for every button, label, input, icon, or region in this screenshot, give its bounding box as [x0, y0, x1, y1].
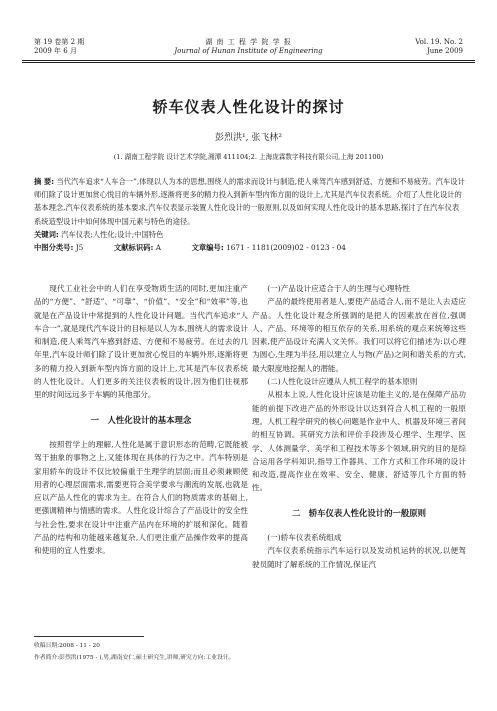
subsection-3-paragraph: 汽车仪表系统指示汽车运行以及发动机运转的状况,以便驾驶员随时了解系统的工作情况,保证汽 [252, 546, 466, 569]
subsection-1-paragraph: 产品的最终使用者是人,要使产品适合人,而不是让人去适应产品。人性化设计观念所强调的是把人的因素放在首位,强调人、产品、环境等的相互依存的关系,用系统的观点来统筹这些因素,使产品设计充满人文关怀。我们可以将它们描述为:以心理为圆心,生理为半径,用以建立人与物(产品)之间和谐关系的方式,最大限度地挖掘人的潜能。 [252, 297, 466, 373]
keywords [34, 229, 466, 241]
subsection-2-heading: (二)人性化设计应遵从人机工程学的基本原则 [267, 377, 418, 387]
journal-cn: 湖 南 工 程 学 院 学 报 [205, 38, 292, 46]
left-column [34, 282, 248, 558]
keywords-text: 汽车仪表;人性化;设计;中国特色 [61, 230, 164, 239]
clc-value: J5 [75, 243, 84, 252]
article-number-label: 文章编号: [191, 243, 224, 252]
paper-affiliation: (1. 湖南工程学院 设计艺术学院,湘潭 411104;2. 上海庞霖数字科技有限公司,上海 201100) [113, 153, 384, 161]
doc-code-value: A [155, 243, 161, 252]
date-en: June 2009 [426, 47, 463, 55]
paper-title: 轿车仪表人性化设计的探讨 [152, 98, 345, 116]
clc-label: 中图分类号: [34, 243, 74, 252]
subsection-1-heading: (一)产品设计应适合于人的生理与心理特性 [267, 284, 410, 293]
abstract-text: 当代汽车追求“人车合一”,体现以人为本的思想,围绕人的需求而设计与制造,使人乘驾汽车感到舒适、方便和不易疲劳。汽车设计师们除了设计更加赏心悦目的车辆外形,逐渐将更多的精力投入到新车型内饰方面的设计上,尤其是汽车仪表系统。介绍了人性化设计的基本理念,汽车仪表系统的基本要求,汽车仪表显示装置人性化设计的一般原则,以及如何实现人性化设计的基本思路,探讨了在汽车仪表系统造型设计中如何体现中国元素与特色的途径。 [34, 177, 465, 226]
subsection-3-heading: (一)轿车仪表系统组成 [267, 533, 342, 543]
classification-line [34, 242, 466, 254]
right-column [252, 282, 466, 571]
section-1-paragraph: 按照哲学上的理解,人性化是属于意识形态的范畴,它既能被驾于抽象的事物之上,又能体现在具体的行为之中。汽车特别是家用轿车的设计不仅比较偏重于生理学的层面;而且必须兼顾使用者的心理层面需求,需要更符合美学要求与潮流的发展,也就是应以产品人性化的需求为主。在符合人们的物质需求的基础上,更强调精神与情感的需求。人性化设计综合了产品设计的安全性与社会性,要求在设计中注重产品内在环境的扩展和深化。随着产品的结构和功能越来越复杂,人们更注重产品操作效率的提高和使用的宜人性要求。 [34, 439, 248, 556]
abstract [34, 175, 466, 228]
volume-cn: 第 19 卷第 2 期 [34, 38, 85, 46]
footnote-author: 作者简介:彭烈洪(1975 - ),男,湖南安仁,硕士研究生,讲师,研究方向:工业设计。 [34, 655, 235, 661]
date-cn: 2009 年 6 月 [34, 47, 77, 55]
intro-paragraph: 现代工业社会中的人们在享受物质生活的同时,更加注重产品的“方便”、“舒适”、“可靠”、“价值”、“安全”和“效率”等,也就是在产品设计中常提到的人性化设计问题。当代汽车追求“人车合一”,就是现代汽车设计的目标是以人为本,围绕人的需求设计和制造,使人乘驾汽车感到舒适、方便和不易疲劳。在过去的几年里,汽车设计师们除了设计更加赏心悦目的车辆外形,逐渐将更多的精力投入到新车型内饰方面的设计上,尤其是汽车仪表系统的人性化设计。人们更多的关注仪表板的设计,因为他们往视那里的时间远远多于车辆的其他部分。 [34, 284, 248, 400]
header-rule-bottom [22, 62, 475, 63]
paper-authors: 彭烈洪¹, 张飞林² [215, 133, 282, 143]
footnote-received: 收稿日期:2008 - 11 - 20 [34, 643, 100, 649]
footnote-rule [34, 636, 144, 637]
volume-en: Vol. 19. No. 2 [415, 38, 463, 46]
journal-en: Journal of Hunan Institute of Engineering [174, 47, 323, 55]
article-number-value: 1671 - 1181(2009)02 - 0123 - 04 [226, 243, 346, 252]
section-2-heading: 二 轿车仪表人性化设计的一般原则 [292, 507, 426, 518]
header-rule-top [22, 60, 475, 61]
abstract-label: 摘 要: [34, 177, 55, 186]
keywords-label: 关键词: [34, 230, 59, 239]
doc-code-label: 文献标识码: [113, 243, 154, 252]
subsection-2-paragraph: 从根本上说,人性化设计应该是功能主义的,是在保障产品功能的前提下改进产品的外形设计以达到符合人机工程的一般原理。人机工程学研究的核心问题是作业中人、机器及环境三者间的相互协调。其研究方法和评价手段涉及心理学、生理学、医学、人体测量学、美学和工程技术等多个领域,研究的目的是综合运用各学科知识,指导工作器具、工作方式和工作环境的设计和改造,提高作业在效率、安全、健康、舒适等几个方面的特性。 [252, 390, 466, 493]
section-1-heading: 一 人性化设计的基本理念 [90, 414, 192, 425]
